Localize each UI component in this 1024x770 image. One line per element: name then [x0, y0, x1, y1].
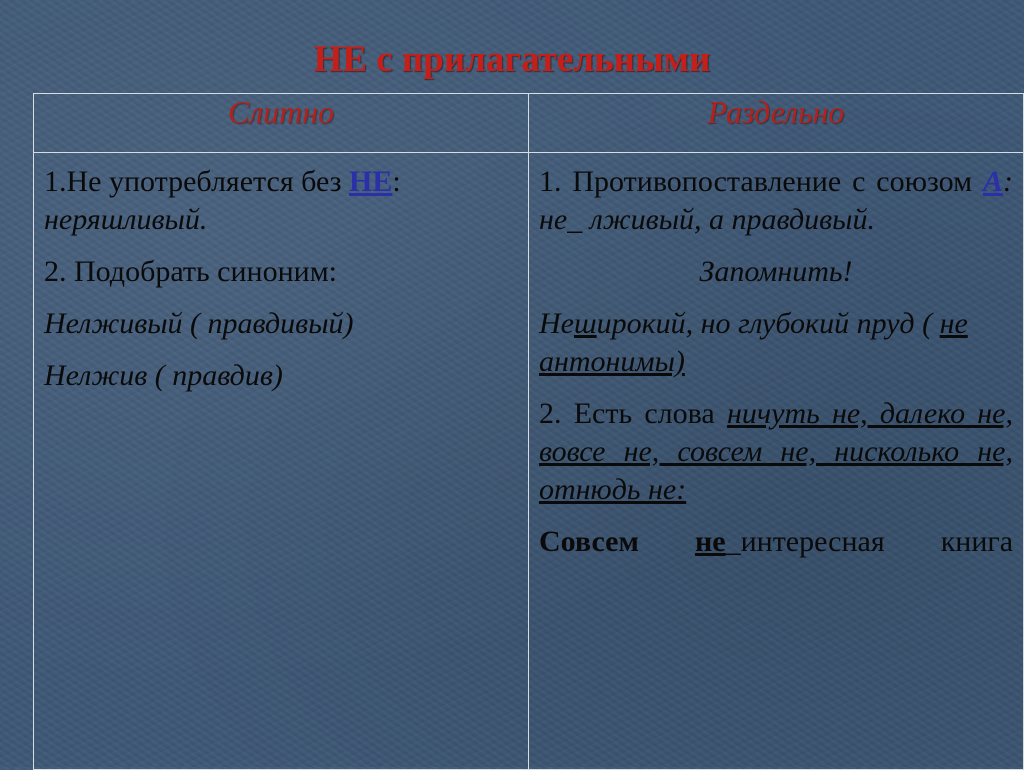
left-rule-1-colon: :: [392, 165, 401, 198]
right-example-rest: ирокий, но глубокий пруд (: [596, 307, 940, 340]
header-together: Слитно: [34, 94, 529, 153]
right-example: [539, 305, 1013, 381]
right-final-example: [539, 523, 1013, 561]
table-body-row: [34, 153, 1024, 770]
left-rule-1: [44, 163, 518, 239]
right-rule-1-example: : не_ лживый, а правдивый.: [539, 165, 1013, 236]
right-rule-1-text: 1. Противопоставление с союзом: [539, 165, 983, 198]
left-example-2: Нелжив ( правдив): [44, 359, 283, 392]
final-rest: _интересная книга: [725, 525, 1014, 558]
right-example-ne: Не: [539, 307, 574, 340]
left-rule-2: 2. Подобрать синоним:: [44, 255, 338, 288]
left-rule-1-example: неряшливый.: [44, 203, 208, 236]
ne-link[interactable]: НЕ: [349, 165, 393, 198]
rules-table: [33, 93, 1024, 770]
slide-title: НЕ с прилагательными: [313, 39, 711, 80]
right-example-note: не антонимы): [539, 307, 968, 378]
header-separate: Раздельно: [529, 94, 1024, 153]
remember-note: Запомнить!: [699, 255, 853, 288]
right-rule-1: [539, 163, 1013, 239]
table-header-row: [34, 94, 1024, 153]
right-rule-2: [539, 395, 1013, 509]
left-cell: [34, 153, 529, 770]
right-example-sh: ш: [573, 307, 597, 340]
left-rule-1-text: 1.Не употребляется без: [44, 165, 350, 198]
right-rule-2-words: ничуть не, далеко не, вовсе не, совсем не, нисколько не, отнюдь не:: [539, 397, 1013, 506]
right-cell: [529, 153, 1024, 770]
a-link[interactable]: А: [982, 165, 1003, 198]
final-ne: не: [694, 525, 726, 558]
right-rule-2-text: 2. Есть слова: [539, 397, 727, 430]
left-example-1: Нелживый ( правдивый): [44, 307, 354, 340]
final-bold: Совсем: [539, 525, 639, 558]
